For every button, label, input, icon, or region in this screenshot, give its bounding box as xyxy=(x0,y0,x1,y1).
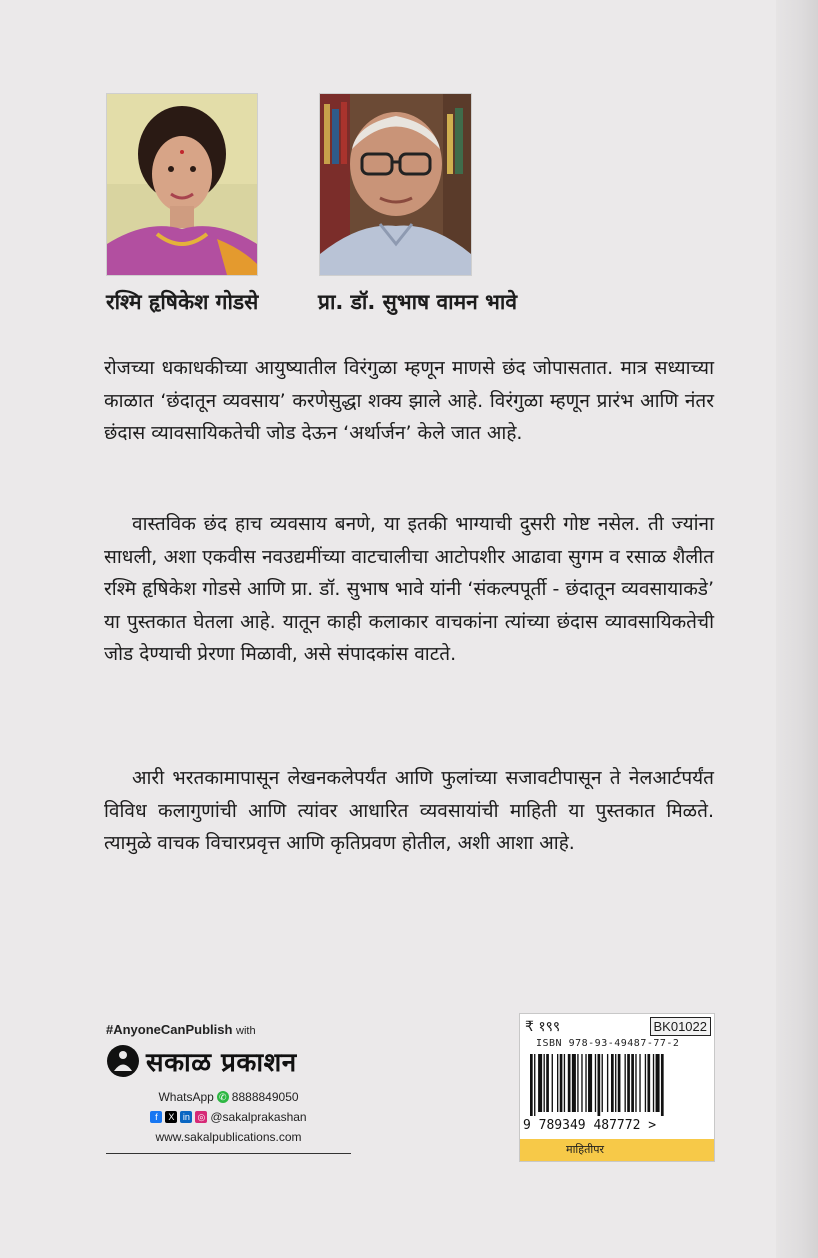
blurb-paragraph-3: आरी भरतकामापासून लेखनकलेपर्यंत आणि फुलांच्या सजावटीपासून ते नेलआर्टपर्यंत विविध कलागुणांची आणि त्यांवर आधारित व्यवसायांची माहिती या पुस्तकात मिळते. त्यामुळे वाचक विचारप्रवृत्त आणि कृतिप्रवण होतील, अशी आशा आहे. xyxy=(104,767,714,854)
publisher-hashtag xyxy=(106,1022,351,1037)
publisher-logo xyxy=(106,1043,351,1079)
barcode-bars xyxy=(528,1054,706,1116)
barcode-bar xyxy=(557,1054,558,1112)
barcode-bar xyxy=(647,1054,650,1112)
publisher-block xyxy=(106,1022,351,1154)
page-edge xyxy=(776,0,818,1258)
barcode-bar xyxy=(653,1054,654,1112)
author-photo-rashmi xyxy=(106,93,258,276)
barcode-bar xyxy=(552,1054,553,1112)
whatsapp-number[interactable]: 8888849050 xyxy=(231,1090,299,1104)
barcode-bar xyxy=(625,1054,626,1112)
publisher-divider xyxy=(106,1153,351,1154)
barcode-bar xyxy=(635,1054,636,1112)
barcode-bar xyxy=(639,1054,640,1112)
website-link[interactable]: www.sakalpublications.com xyxy=(155,1130,302,1144)
whatsapp-icon: ✆ xyxy=(217,1091,229,1103)
barcode-bar xyxy=(645,1054,646,1112)
barcode-bar xyxy=(560,1054,563,1112)
barcode-bar xyxy=(656,1054,660,1112)
barcode-bar xyxy=(627,1054,630,1112)
barcode-bar xyxy=(585,1054,586,1112)
hashtag-suffix: with xyxy=(236,1025,256,1037)
barcode-bar xyxy=(581,1054,582,1112)
barcode-bar xyxy=(564,1054,565,1112)
barcode-bar xyxy=(568,1054,571,1112)
barcode-bar xyxy=(588,1054,592,1112)
social-row xyxy=(106,1107,351,1127)
blurb-paragraph-1: रोजच्या धकाधकीच्या आयुष्यातील विरंगुळा म्हणून माणसे छंद जोपासतात. मात्र सध्याच्या काळात ‘छंदातून व्यवसाय’ करणेसुद्धा शक्य झाले आहे. विरंगुळा म्हणून प्रारंभ आणि नंतर छंदास व्यावसायिकतेची जोड देऊन ‘अर्थार्जन’ केले जात आहे. xyxy=(104,357,714,444)
author-name-left: रश्मि हृषिकेश गोडसे xyxy=(106,290,259,314)
x-icon[interactable]: X xyxy=(165,1111,177,1123)
whatsapp-row xyxy=(106,1087,351,1107)
hashtag-text: #AnyoneCanPublish xyxy=(106,1022,233,1037)
website-row xyxy=(106,1127,351,1147)
category-strip: माहितीपर xyxy=(520,1139,714,1161)
barcode-bar xyxy=(631,1054,634,1112)
facebook-icon[interactable]: f xyxy=(150,1111,162,1123)
whatsapp-label: WhatsApp xyxy=(158,1090,214,1104)
barcode-bar xyxy=(661,1054,664,1116)
barcode-bar xyxy=(534,1054,535,1116)
barcode-bar xyxy=(577,1054,578,1112)
barcode-sticker xyxy=(519,1013,715,1162)
barcode-bar xyxy=(611,1054,614,1112)
barcode-bar xyxy=(598,1054,601,1116)
ean-digits: 9 789349 487772 > xyxy=(523,1118,657,1133)
barcode-bar xyxy=(546,1054,549,1112)
instagram-icon[interactable]: ◎ xyxy=(195,1111,207,1123)
sakal-logo-icon xyxy=(106,1044,140,1078)
price-label: ₹ १९९ xyxy=(525,1019,561,1035)
barcode-bar xyxy=(595,1054,596,1112)
barcode-bar xyxy=(538,1054,542,1112)
author-photo-subhash xyxy=(319,93,472,276)
linkedin-icon[interactable]: in xyxy=(180,1111,192,1123)
barcode-bar xyxy=(615,1054,616,1112)
publisher-name: सकाळ प्रकाशन xyxy=(146,1048,297,1078)
barcode-bar xyxy=(530,1054,533,1116)
social-handle[interactable]: @sakalprakashan xyxy=(210,1110,307,1124)
blurb-paragraph-2: वास्तविक छंद हाच व्यवसाय बनणे, या इतकी भाग्याची दुसरी गोष्ट नसेल. ती ज्यांना साधली, अशा एकवीस नवउद्यमींच्या वाटचालीचा आटोपशीर आढावा सुगम व रसाळ शैलीत रश्मि हृषिकेश गोडसे आणि प्रा. डॉ. सुभाष भावे यांनी ‘संकल्पपूर्ती - छंदातून व्यवसायाकडे’ या पुस्तकात घेतला आहे. यातून काही कलाकार वाचकांना त्यांच्या छंदास व्यावसायिकतेची जोड देण्याची प्रेरणा मिळावी, असे संपादकांस वाटते. xyxy=(104,513,714,665)
barcode-bar xyxy=(607,1054,608,1112)
author-name-right: प्रा. डॉ. सुभाष वामन भावे xyxy=(318,290,518,314)
barcode-bar xyxy=(544,1054,545,1112)
barcode-bar xyxy=(572,1054,576,1112)
barcode-bar xyxy=(618,1054,621,1112)
barcode-bar xyxy=(602,1054,603,1112)
isbn-text: ISBN 978-93-49487-77-2 xyxy=(536,1038,680,1049)
book-code-badge: BK01022 xyxy=(650,1017,712,1036)
